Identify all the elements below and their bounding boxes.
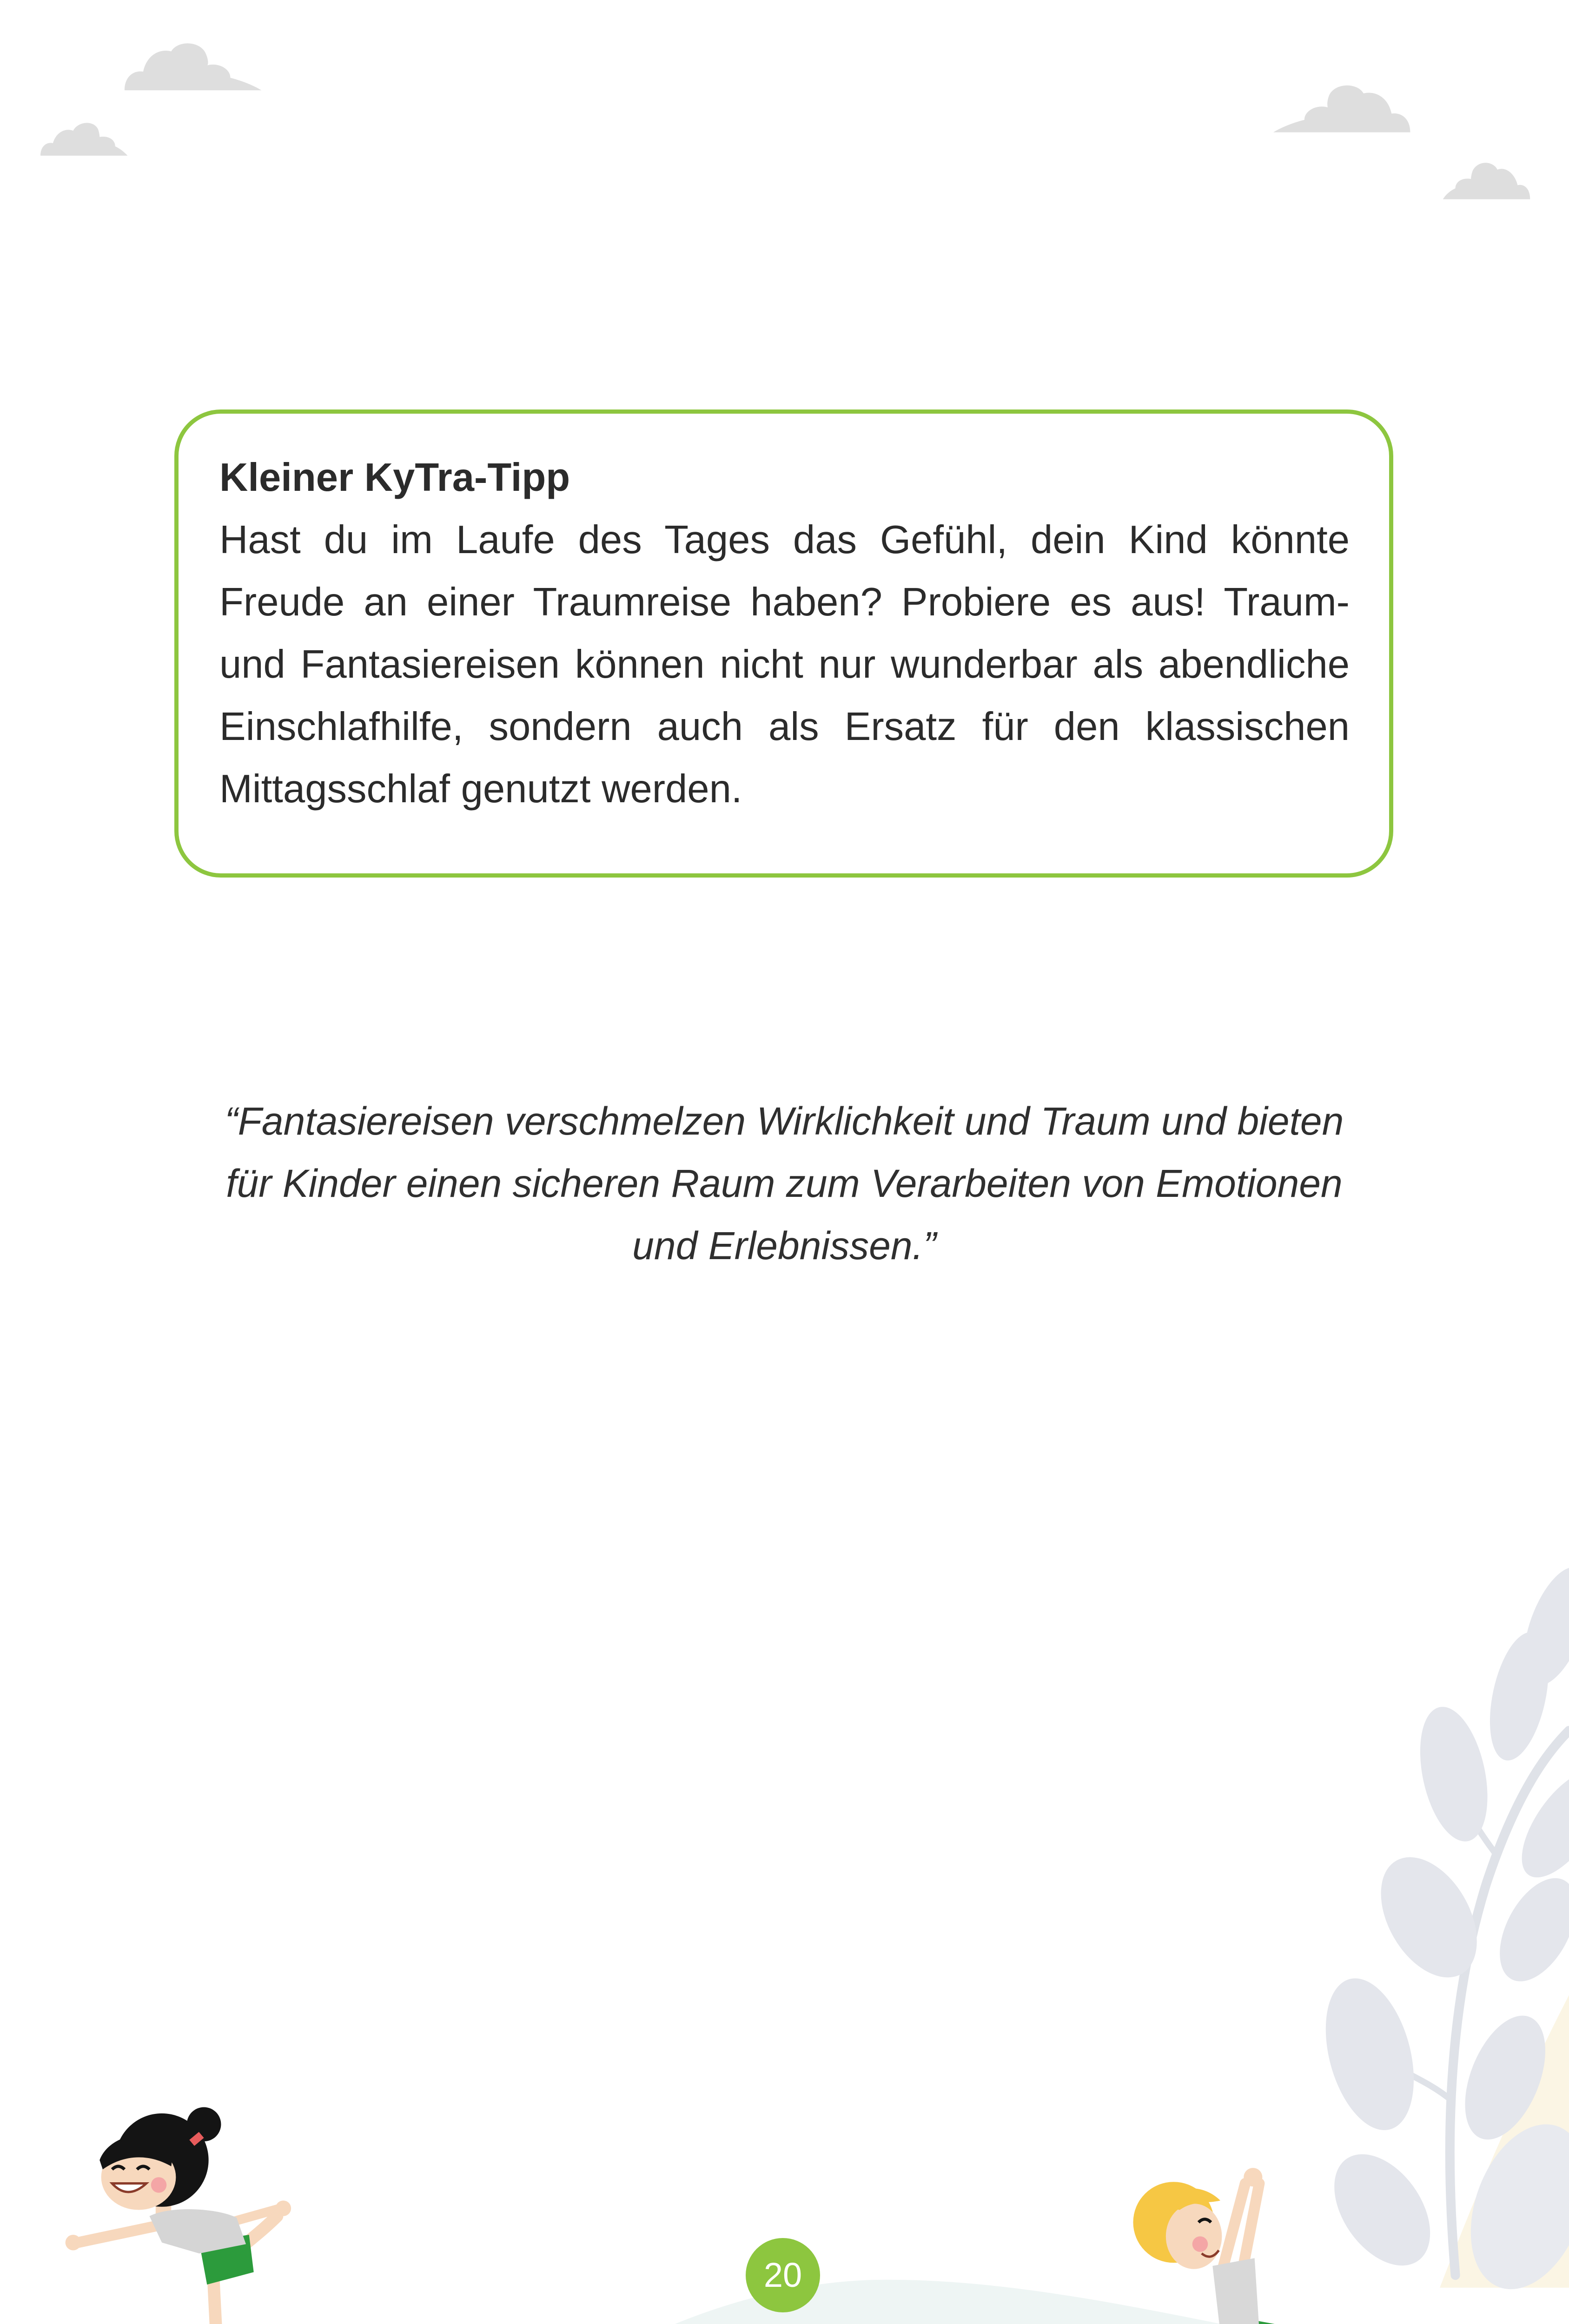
tip-text xyxy=(219,447,1350,820)
tip-line: Einschlafhilfe, sondern auch als Ersatz für den klassischen xyxy=(219,705,1350,749)
girl-cheek xyxy=(151,2177,166,2192)
girl-shirt xyxy=(149,2209,246,2253)
cloud-icon xyxy=(125,43,262,90)
boy-shirt xyxy=(1212,2258,1259,2324)
leafy-plant xyxy=(1311,1559,1569,2305)
page-number: 20 xyxy=(746,2238,820,2312)
hill-blue xyxy=(483,2280,1569,2324)
girl-left-arm xyxy=(78,2225,159,2243)
cloud-icon xyxy=(1273,86,1410,132)
cloud-icon xyxy=(40,123,127,155)
quote-line: und Erlebnissen.” xyxy=(632,1224,936,1268)
girl-hair-bun xyxy=(187,2107,221,2141)
plant-leaf xyxy=(1315,2137,1450,2283)
cloud-icon xyxy=(1443,163,1530,199)
girl-left-hand xyxy=(66,2235,81,2250)
boy-face xyxy=(1166,2204,1222,2269)
boy-cheek xyxy=(1192,2236,1208,2251)
tip-line: und Fantasiereisen können nicht nur wunderbar als abendliche xyxy=(219,642,1350,687)
quote-line: “Fantasiereisen verschmelzen Wirklichkeit und Traum und bieten xyxy=(225,1099,1344,1143)
plant-leaf xyxy=(1484,1866,1569,1994)
quote xyxy=(157,1090,1412,1277)
tip-line: Freude an einer Traumreise haben? Probiere es aus! Traum- xyxy=(219,580,1350,624)
boy-hands xyxy=(1244,2168,1262,2186)
plant-leaf xyxy=(1311,1968,1429,2139)
girl-yoga-figure xyxy=(66,2107,291,2324)
boy-yoga-figure xyxy=(1133,2168,1333,2324)
plant-leaf xyxy=(1409,1701,1498,1848)
quote-line: für Kinder einen sicheren Raum zum Verarbeiten von Emotionen xyxy=(226,1162,1343,1205)
tip-title: Kleiner KyTra-Tipp xyxy=(219,456,570,500)
girl-right-hand xyxy=(276,2200,291,2216)
tip-line: Hast du im Laufe des Tages das Gefühl, dein Kind könnte xyxy=(219,518,1350,562)
clouds xyxy=(40,43,1530,199)
tip-line: Mittagsschlaf genutzt werden. xyxy=(219,767,742,811)
